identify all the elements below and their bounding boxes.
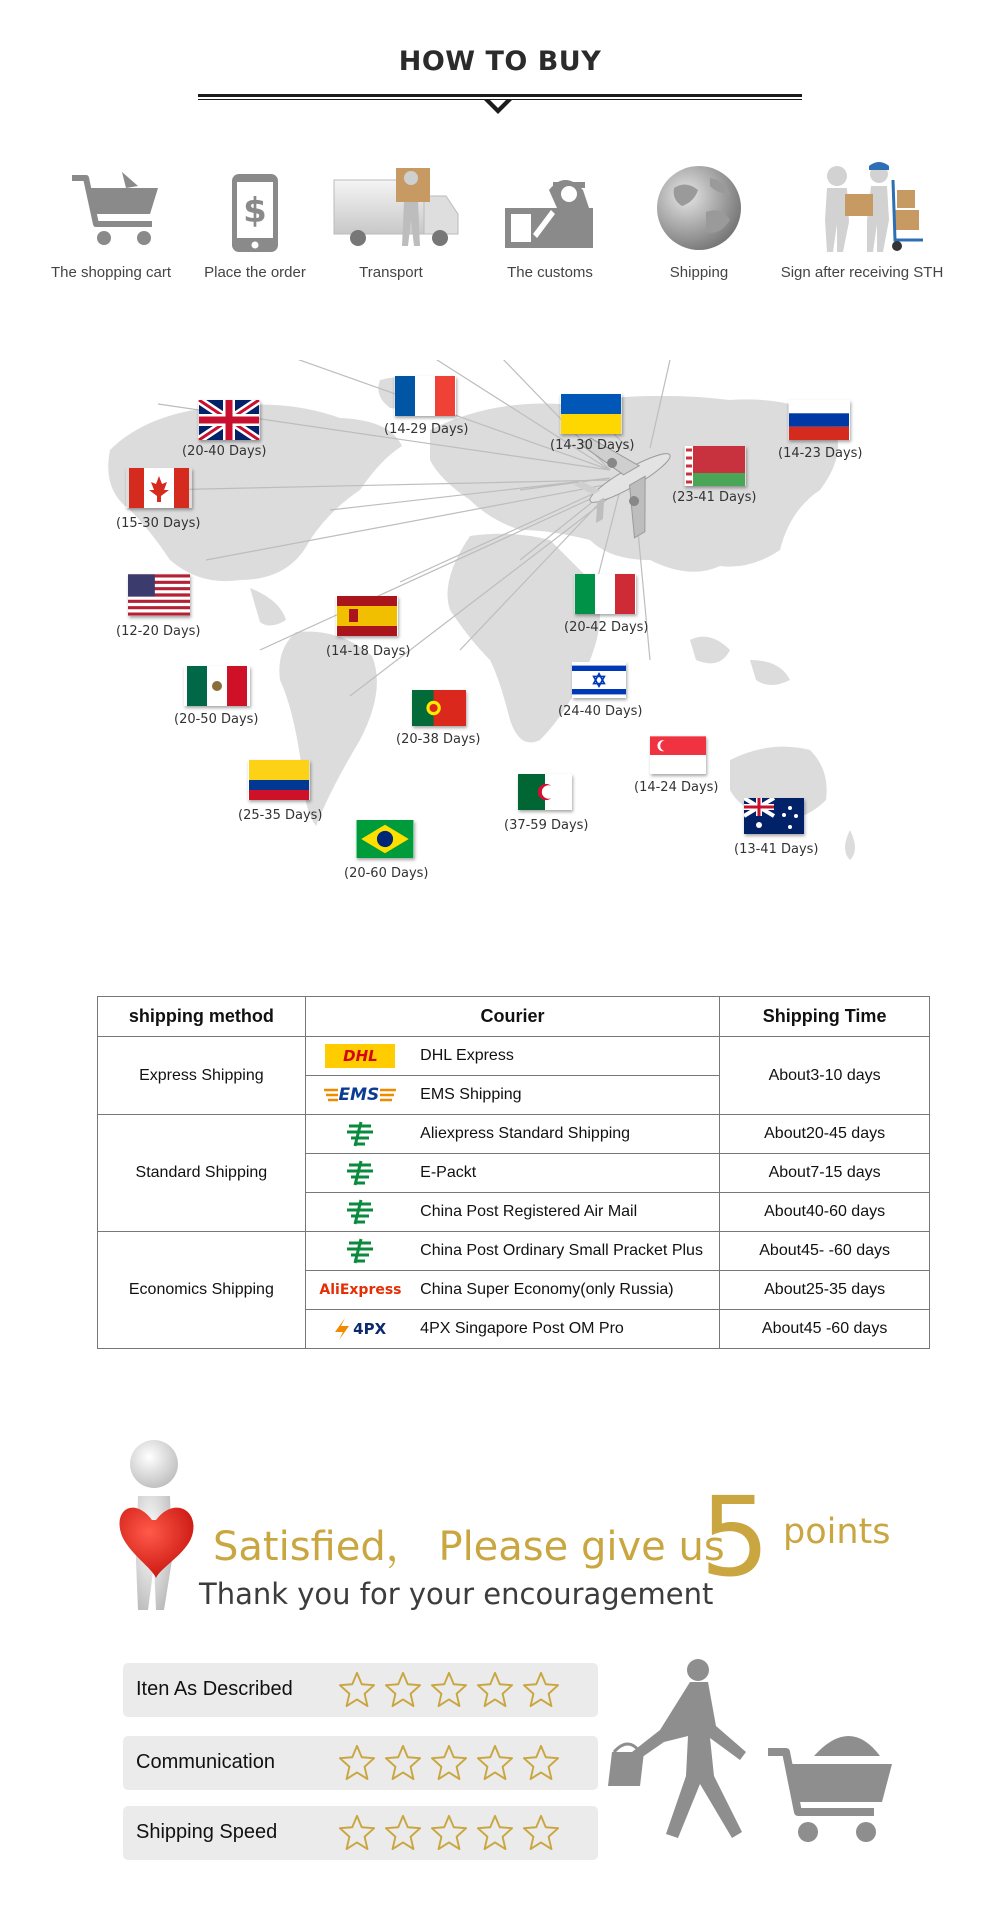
- courier-logo: [305, 1037, 415, 1076]
- canada-flag-icon: [126, 468, 192, 508]
- portugal-flag-icon: [412, 690, 466, 726]
- ukraine-flag-icon: [560, 394, 622, 434]
- shipping-time-cell: About25-35 days: [720, 1271, 930, 1310]
- star-icon[interactable]: [384, 1813, 422, 1851]
- courier-name: EMS Shipping: [415, 1076, 720, 1115]
- usa-flag-icon: [128, 574, 190, 616]
- delivery-days: (14-24 Days): [634, 780, 719, 795]
- china-post-logo: [345, 1159, 375, 1187]
- algeria-flag-icon: [518, 774, 572, 810]
- colombia-flag-icon: [248, 760, 310, 800]
- star-icon[interactable]: [476, 1813, 514, 1851]
- how-to-buy-header: [0, 0, 1000, 130]
- step-label: Place the order: [204, 264, 306, 281]
- delivery-days: (20-50 Days): [174, 712, 259, 727]
- shipping-time-cell: About20-45 days: [720, 1115, 930, 1154]
- china-post-logo: [345, 1237, 375, 1265]
- step-shipping: [614, 160, 784, 300]
- singapore-flag-icon: [650, 736, 706, 774]
- delivery-days: (20-42 Days): [564, 620, 649, 635]
- courier-name: DHL Express: [415, 1037, 720, 1076]
- shipping-destination-map: [90, 360, 950, 920]
- delivery-days: (23-41 Days): [672, 490, 757, 505]
- customs-officer-icon: [465, 160, 635, 256]
- shipping-time-cell: About7-15 days: [720, 1154, 930, 1193]
- shipping-time-cell: About45- -60 days: [720, 1232, 930, 1271]
- star-icon[interactable]: [476, 1743, 514, 1781]
- belarus-flag-icon: [684, 446, 746, 486]
- section-title: HOW TO BUY: [398, 46, 602, 77]
- aliexpress-logo: AliExpress: [319, 1281, 402, 1298]
- table-header-row: [98, 997, 930, 1037]
- table-row: [98, 1115, 930, 1154]
- delivery-days: (20-60 Days): [344, 866, 429, 881]
- uk-flag-icon: [198, 400, 260, 440]
- step-label: The shopping cart: [50, 264, 172, 281]
- delivery-days: (15-30 Days): [116, 516, 201, 531]
- five-number: 5: [700, 1473, 770, 1601]
- step-label: Transport: [359, 264, 423, 281]
- star-icon[interactable]: [522, 1813, 560, 1851]
- shipping-method-cell: Express Shipping: [98, 1037, 306, 1115]
- courier-name: China Post Registered Air Mail: [415, 1193, 720, 1232]
- courier-logo: [305, 1271, 415, 1310]
- 4px-mark-icon: [335, 1318, 349, 1340]
- truck-icon: [306, 160, 476, 256]
- delivery-days: (14-30 Days): [550, 438, 635, 453]
- star-icon[interactable]: [338, 1743, 376, 1781]
- step-customs: [465, 160, 635, 300]
- star-icon[interactable]: [384, 1670, 422, 1708]
- delivery-days: (37-59 Days): [504, 818, 589, 833]
- heart-person-icon: [112, 1440, 212, 1620]
- star-icon[interactable]: [430, 1813, 468, 1851]
- spain-flag-icon: [336, 596, 398, 636]
- brazil-flag-icon: [356, 820, 414, 858]
- star-icon[interactable]: [430, 1670, 468, 1708]
- column-header: Shipping Time: [720, 997, 930, 1037]
- china-post-logo: [345, 1198, 375, 1226]
- delivery-days: (12-20 Days): [116, 624, 201, 639]
- italy-flag-icon: [574, 574, 636, 614]
- shipping-method-cell: Standard Shipping: [98, 1115, 306, 1232]
- star-rating[interactable]: [338, 1813, 568, 1853]
- delivery-days: (14-23 Days): [778, 446, 863, 461]
- shipping-methods-table: [97, 996, 930, 1349]
- delivery-days: (24-40 Days): [558, 704, 643, 719]
- step-label: Shipping: [669, 264, 729, 281]
- delivery-days: (13-41 Days): [734, 842, 819, 857]
- shopper-cart-icon: [604, 1656, 904, 1856]
- delivery-days: (25-35 Days): [238, 808, 323, 823]
- israel-flag-icon: [572, 662, 626, 698]
- globe-icon: [614, 160, 784, 256]
- rating-label: Shipping Speed: [136, 1821, 278, 1843]
- step-sign-receiving: [777, 160, 947, 300]
- points-label: points: [783, 1512, 891, 1552]
- courier-logo: [305, 1193, 415, 1232]
- shipping-time-cell: About40-60 days: [720, 1193, 930, 1232]
- courier-logo: [305, 1232, 415, 1271]
- shipping-method-cell: Economics Shipping: [98, 1232, 306, 1349]
- france-flag-icon: [394, 376, 456, 416]
- star-icon[interactable]: [476, 1670, 514, 1708]
- delivery-days: (20-38 Days): [396, 732, 481, 747]
- feedback-banner: [0, 1420, 1000, 1650]
- title-underline: [198, 94, 802, 97]
- courier-logo: [305, 1154, 415, 1193]
- rating-item-as-described: [123, 1663, 598, 1717]
- courier-logo: [305, 1076, 415, 1115]
- star-icon[interactable]: [338, 1670, 376, 1708]
- china-post-logo: [345, 1120, 375, 1148]
- dhl-logo: DHL: [325, 1044, 395, 1068]
- star-icon[interactable]: [430, 1743, 468, 1781]
- star-rating[interactable]: [338, 1670, 568, 1710]
- delivery-days: (20-40 Days): [182, 444, 267, 459]
- rating-communication: [123, 1736, 598, 1790]
- column-header: Courier: [305, 997, 720, 1037]
- courier-name: China Post Ordinary Small Pracket Plus: [415, 1232, 720, 1271]
- courier-name: 4PX Singapore Post OM Pro: [415, 1310, 720, 1349]
- star-icon[interactable]: [522, 1670, 560, 1708]
- courier-logo: [305, 1115, 415, 1154]
- step-label: The customs: [507, 264, 593, 281]
- ems-logo: EMS: [324, 1084, 396, 1106]
- shipping-time-cell: About45 -60 days: [720, 1310, 930, 1349]
- table-row: [98, 1232, 930, 1271]
- feedback-headline: Satisfied， Please give us: [213, 1524, 725, 1570]
- rating-label: Iten As Described: [136, 1678, 293, 1700]
- thanks-text: Thank you for your encouragement: [199, 1577, 714, 1611]
- courier-name: E-Packt: [415, 1154, 720, 1193]
- courier-name: China Super Economy(only Russia): [415, 1271, 720, 1310]
- column-header: shipping method: [98, 997, 306, 1037]
- delivery-days: (14-18 Days): [326, 644, 411, 659]
- svg-text:$: $: [243, 191, 267, 231]
- step-transport: [306, 160, 476, 300]
- rating-label: Communication: [136, 1751, 275, 1773]
- 4px-logo: 4PX: [353, 1320, 387, 1338]
- purchase-steps: [0, 160, 1000, 300]
- star-icon[interactable]: [338, 1813, 376, 1851]
- russia-flag-icon: [788, 400, 850, 440]
- rating-shipping-speed: [123, 1806, 598, 1860]
- step-label: Sign after receiving STH: [780, 264, 944, 281]
- star-rating[interactable]: [338, 1743, 568, 1783]
- delivery-days: (14-29 Days): [384, 422, 469, 437]
- courier-name: Aliexpress Standard Shipping: [415, 1115, 720, 1154]
- delivery-person-icon: [777, 160, 947, 256]
- shipping-time-cell: About3-10 days: [720, 1037, 930, 1115]
- star-icon[interactable]: [384, 1743, 422, 1781]
- australia-flag-icon: [744, 798, 804, 834]
- mexico-flag-icon: [184, 666, 250, 706]
- table-row: [98, 1037, 930, 1076]
- courier-logo: [305, 1310, 415, 1349]
- star-icon[interactable]: [522, 1743, 560, 1781]
